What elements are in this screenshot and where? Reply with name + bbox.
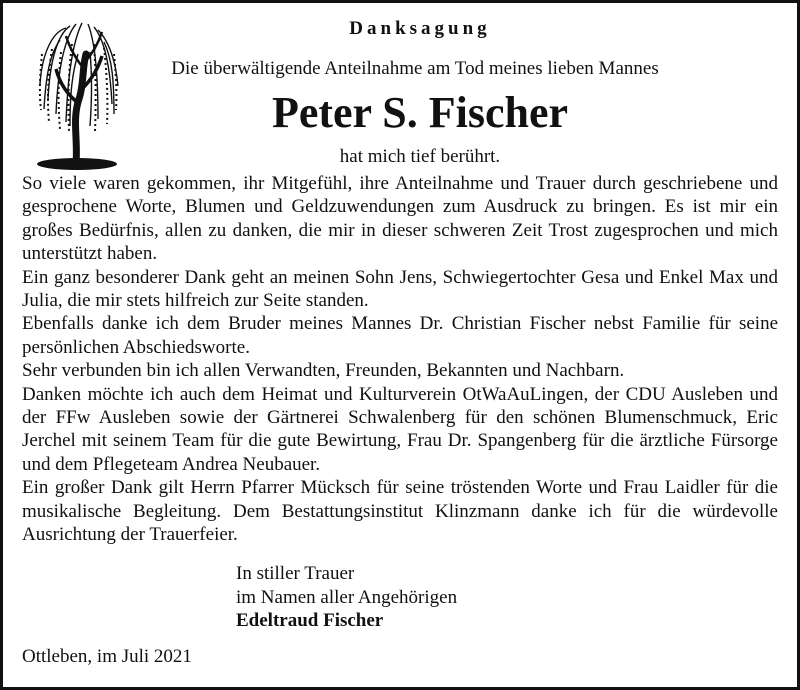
paragraph: Ebenfalls danke ich dem Bruder meines Mannes Dr. Christian Fischer nebst Familie für seine persönlichen Abschiedsworte. [22, 313, 778, 358]
after-name-line: hat mich tief berührt. [339, 146, 501, 167]
thanks-body [22, 172, 778, 547]
notice-heading: Danksagung [349, 18, 491, 39]
closing-line-2: im Namen aller Angehörigen [236, 586, 458, 608]
signer-name: Edeltraud Fischer [236, 610, 384, 631]
intro-line: Die überwältigende Anteilnahme am Tod meines lieben Mannes [171, 58, 659, 79]
paragraph: So viele waren gekommen, ihr Mitgefühl, ihre Anteilnahme und Trauer durch geschriebene und gesprochene Worte, Blumen und Geldzuwendungen zum Ausdruck zu bringen. Es ist mir ein großes Bedürfnis, allen zu danken, die mir in dieser schweren Zeit Trost zugesprochen und mich unterstützt haben. [22, 173, 778, 265]
paragraph: Ein ganz besonderer Dank geht an meinen Sohn Jens, Schwiegertochter Gesa und Enkel Max und Julia, die mir stets hilfreich zur Seite standen. [22, 266, 778, 312]
deceased-name: Peter S. Fischer [271, 88, 569, 137]
paragraph: Sehr verbunden bin ich allen Verwandten, Freunden, Bekannten und Nachbarn. [22, 360, 625, 382]
place-date: Ottleben, im Juli 2021 [22, 646, 192, 667]
closing-line-1: In stiller Trauer [236, 563, 355, 584]
paragraph: Danken möchte ich auch dem Heimat und Kulturverein OtWaAuLingen, der CDU Ausleben und der FFw Ausleben sowie der Gärtnerei Schwalenberg für den schönen Blumenschmuck, Eric Jerchel mit seinem Team für die gute Bewirtung, Frau Dr. Spangenberg für die ärztliche Fürsorge und dem Pflegeteam Andrea Neubauer. [22, 383, 778, 475]
closing-block [236, 562, 457, 633]
paragraph: Ein großer Dank gilt Herrn Pfarrer Mücksch für seine tröstenden Worte und Frau Laidler für die musikalische Begleitung. Dem Bestattungsinstitut Klinzmann danke ich für die würdevolle Ausrichtung der Trauerfeier. [22, 477, 778, 546]
